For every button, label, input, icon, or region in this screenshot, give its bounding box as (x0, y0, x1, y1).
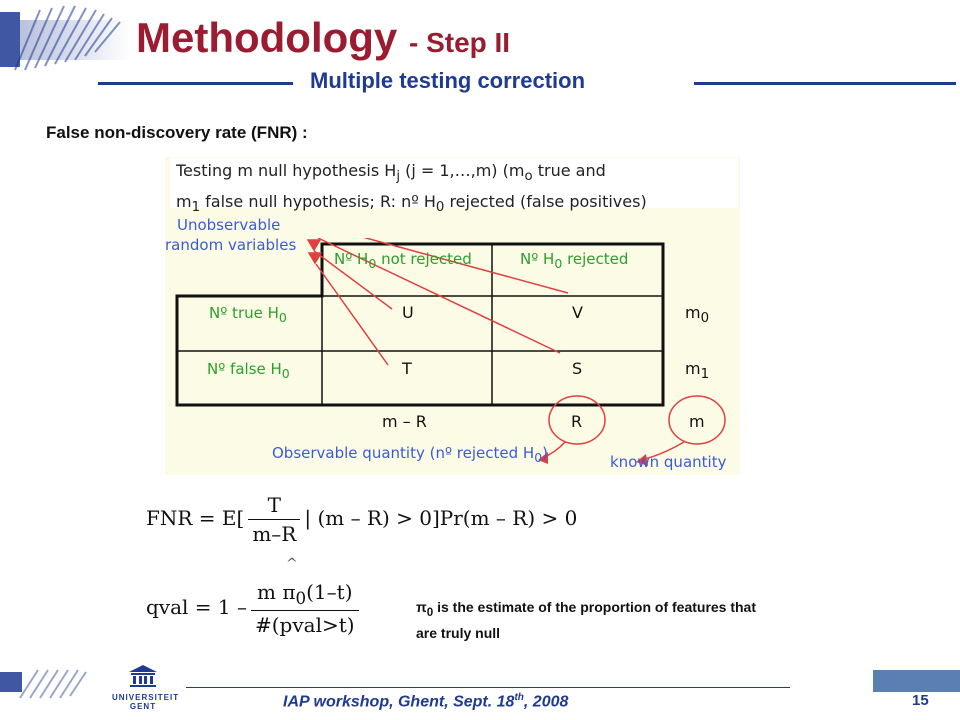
hypothesis-line-2: $m_1$ false null hypothesis; R: nº $H_0$ rejected (false positives) (176, 192, 647, 216)
title-suffix: - Step II (408, 27, 511, 58)
footer-rule (186, 687, 790, 688)
slide-subtitle: Multiple testing correction (310, 68, 586, 93)
row-total-m0: $m_0$ (685, 303, 710, 327)
fnr-lhs: FNR = E[ (146, 506, 245, 530)
cell-U: U (402, 303, 414, 322)
university-building-icon (128, 664, 158, 688)
footer-accent-block (873, 670, 960, 692)
column-total-m-minus-R: m – R (382, 412, 427, 431)
footer-decoration (0, 668, 110, 720)
page-number: 15 (912, 692, 929, 709)
pi0-note: $\pi_0$ is the estimate of the proportion of features that are truly null (416, 599, 757, 641)
cell-S: S (572, 359, 583, 378)
row-total-m1: $m_1$ (685, 359, 710, 383)
fnr-fraction: $\frac{T}{m-R}$ (248, 493, 300, 546)
contingency-table-grid (170, 238, 740, 478)
cell-T: T (402, 359, 412, 378)
hat-mark: ^ (286, 556, 298, 572)
column-header-not-rejected: Nº $H_0$ not rejected (334, 250, 472, 271)
header-decoration (0, 0, 135, 75)
section-heading: False non-discovery rate (FNR) : (46, 123, 308, 142)
hypothesis-caption (170, 158, 738, 216)
hypothesis-line-1: Testing m null hypothesis $H_j$ (j = 1,…,m) ($m_o$ true and (176, 161, 606, 185)
header-rule-right (694, 82, 956, 85)
logo-line-2: GENT (129, 702, 157, 711)
row-header-false: Nº false $H_0$ (207, 360, 290, 381)
qval-formula (146, 580, 363, 637)
unobservable-line-2: random variables (165, 236, 297, 254)
cell-V: V (572, 303, 583, 322)
title-text: Methodology (136, 14, 398, 61)
slide-title (136, 14, 510, 62)
unobservable-line-1: Unobservable (177, 216, 281, 234)
fnr-formula (146, 493, 577, 546)
qval-lhs: qval = 1 – (146, 595, 247, 619)
observable-label: Observable quantity (nº rejected $H_0$) (272, 444, 548, 465)
fnr-rhs: | (m – R) > 0]Pr(m – R) > 0 (304, 506, 578, 530)
logo-line-1: UNIVERSITEIT (112, 693, 180, 702)
column-total-R: R (571, 412, 583, 431)
column-header-rejected: Nº $H_0$ rejected (520, 250, 629, 271)
grand-total-m: m (689, 412, 705, 431)
row-header-true: Nº true $H_0$ (209, 304, 287, 325)
known-quantity-label: known quantity (610, 453, 727, 471)
university-logo (112, 664, 180, 711)
footer-text: IAP workshop, Ghent, Sept. 18th, 2008 (283, 692, 569, 711)
qval-fraction: $\frac{m \pi_0(1-t)}{\text{\#(pval>t)}}$ (251, 580, 359, 637)
header-rule-left (98, 82, 293, 85)
